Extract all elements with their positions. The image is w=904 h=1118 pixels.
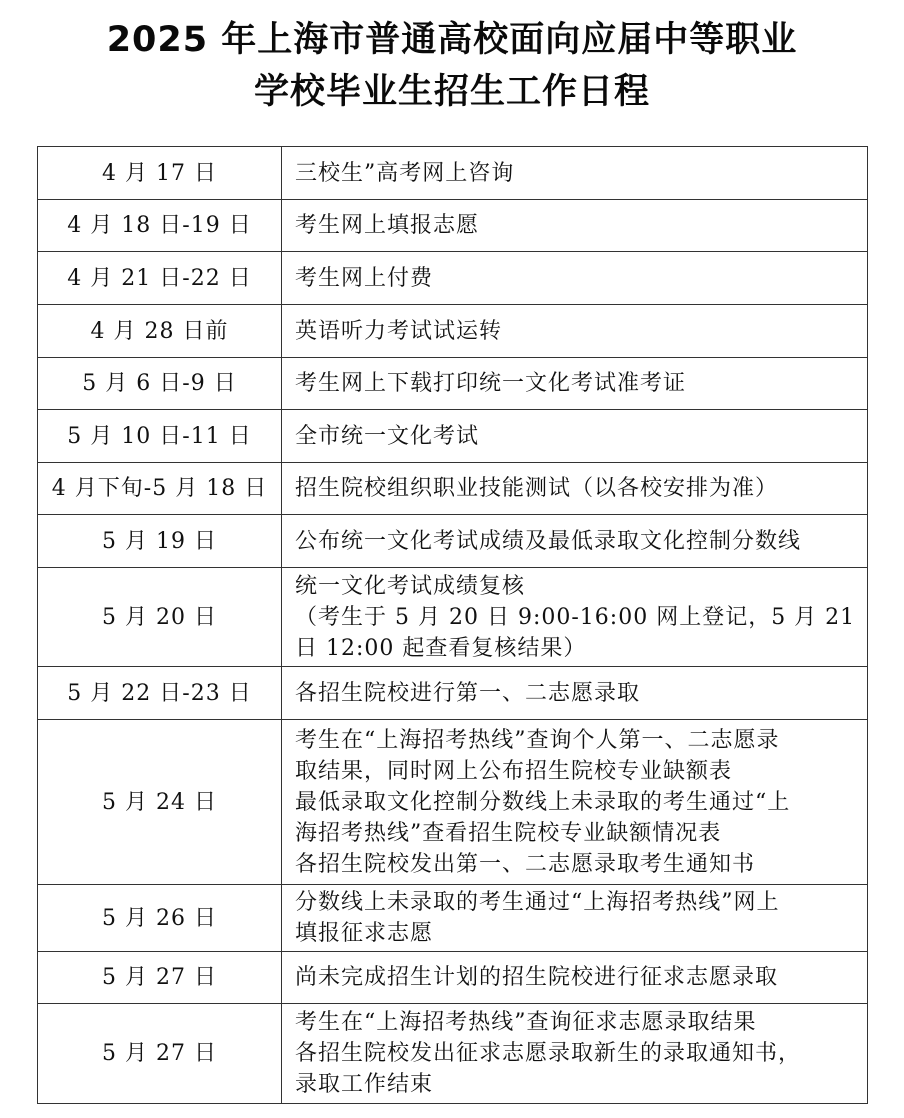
schedule-date: 4 月下旬-5 月 18 日 <box>38 463 282 515</box>
schedule-event-line: 三校生”高考网上咨询 <box>295 160 515 186</box>
schedule-date: 5 月 22 日-23 日 <box>38 667 282 720</box>
schedule-row <box>38 515 868 568</box>
schedule-event <box>282 410 868 463</box>
schedule-date: 5 月 27 日 <box>38 1004 282 1104</box>
schedule-event-line: 取结果，同时网上公布招生院校专业缺额表 <box>295 758 733 784</box>
schedule-row <box>38 252 868 305</box>
schedule-event-line: 各招生院校发出征求志愿录取新生的录取通知书， <box>295 1041 802 1066</box>
schedule-event-line: 招生院校组织职业技能测试（以各校安排为准） <box>295 476 779 501</box>
schedule-date: 4 月 17 日 <box>38 147 282 200</box>
schedule-event <box>282 200 868 252</box>
schedule-event-line: （考生于 5 月 20 日 9:00-16:00 网上登记，5 月 21 <box>295 604 856 630</box>
schedule-event <box>282 720 868 885</box>
schedule-row <box>38 305 868 358</box>
schedule-event <box>282 515 868 568</box>
schedule-row <box>38 720 868 885</box>
schedule-event <box>282 1004 868 1104</box>
schedule-row <box>38 147 868 200</box>
schedule-date: 5 月 6 日-9 日 <box>38 358 282 410</box>
schedule-date: 5 月 20 日 <box>38 568 282 667</box>
title-line-1: 2025 年上海市普通高校面向应届中等职业 <box>106 20 798 60</box>
schedule-row <box>38 1004 868 1104</box>
schedule-row <box>38 667 868 720</box>
schedule-event-line: 全市统一文化考试 <box>295 423 480 449</box>
schedule-table-body <box>38 147 868 1104</box>
schedule-event <box>282 147 868 200</box>
page-title <box>0 14 904 118</box>
schedule-event-line: 各招生院校发出第一、二志愿录取考生通知书 <box>295 851 756 877</box>
schedule-event <box>282 305 868 358</box>
schedule-date: 5 月 10 日-11 日 <box>38 410 282 463</box>
schedule-row <box>38 952 868 1004</box>
schedule-date: 4 月 21 日-22 日 <box>38 252 282 305</box>
schedule-event <box>282 252 868 305</box>
schedule-date: 5 月 27 日 <box>38 952 282 1004</box>
schedule-event-line: 海招考热线”查看招生院校专业缺额情况表 <box>295 820 722 846</box>
schedule-row <box>38 463 868 515</box>
schedule-row <box>38 568 868 667</box>
schedule-event <box>282 358 868 410</box>
schedule-event-line: 录取工作结束 <box>295 1072 434 1097</box>
schedule-event-line: 考生网上填报志愿 <box>295 213 480 238</box>
schedule-row <box>38 885 868 952</box>
schedule-event <box>282 885 868 952</box>
title-line-2: 学校毕业生招生工作日程 <box>253 72 650 112</box>
schedule-event <box>282 463 868 515</box>
schedule-event-line: 英语听力考试试运转 <box>295 318 503 344</box>
schedule-event-line: 填报征求志愿 <box>295 921 434 946</box>
schedule-date: 5 月 26 日 <box>38 885 282 952</box>
schedule-date: 5 月 24 日 <box>38 720 282 885</box>
schedule-event-line: 考生在“上海招考热线”查询征求志愿录取结果 <box>295 1010 757 1035</box>
schedule-event-line: 公布统一文化考试成绩及最低录取文化控制分数线 <box>295 528 802 554</box>
schedule-table <box>37 146 868 1104</box>
schedule-event-line: 日 12:00 起查看复核结果） <box>295 635 587 661</box>
schedule-date: 4 月 18 日-19 日 <box>38 200 282 252</box>
schedule-event <box>282 568 868 667</box>
schedule-event-line: 考生在“上海招考热线”查询个人第一、二志愿录 <box>295 727 780 753</box>
schedule-row <box>38 410 868 463</box>
schedule-event-line: 统一文化考试成绩复核 <box>295 573 526 599</box>
schedule-event-line: 各招生院校进行第一、二志愿录取 <box>295 680 641 706</box>
schedule-event-line: 最低录取文化控制分数线上未录取的考生通过“上 <box>295 789 791 815</box>
schedule-row <box>38 358 868 410</box>
schedule-row <box>38 200 868 252</box>
schedule-event-line: 尚未完成招生计划的招生院校进行征求志愿录取 <box>295 965 779 990</box>
schedule-event <box>282 952 868 1004</box>
schedule-date: 5 月 19 日 <box>38 515 282 568</box>
schedule-event <box>282 667 868 720</box>
schedule-event-line: 考生网上下载打印统一文化考试准考证 <box>295 371 687 396</box>
schedule-date: 4 月 28 日前 <box>38 305 282 358</box>
schedule-event-line: 考生网上付费 <box>295 265 434 291</box>
schedule-event-line: 分数线上未录取的考生通过“上海招考热线”网上 <box>295 890 780 915</box>
